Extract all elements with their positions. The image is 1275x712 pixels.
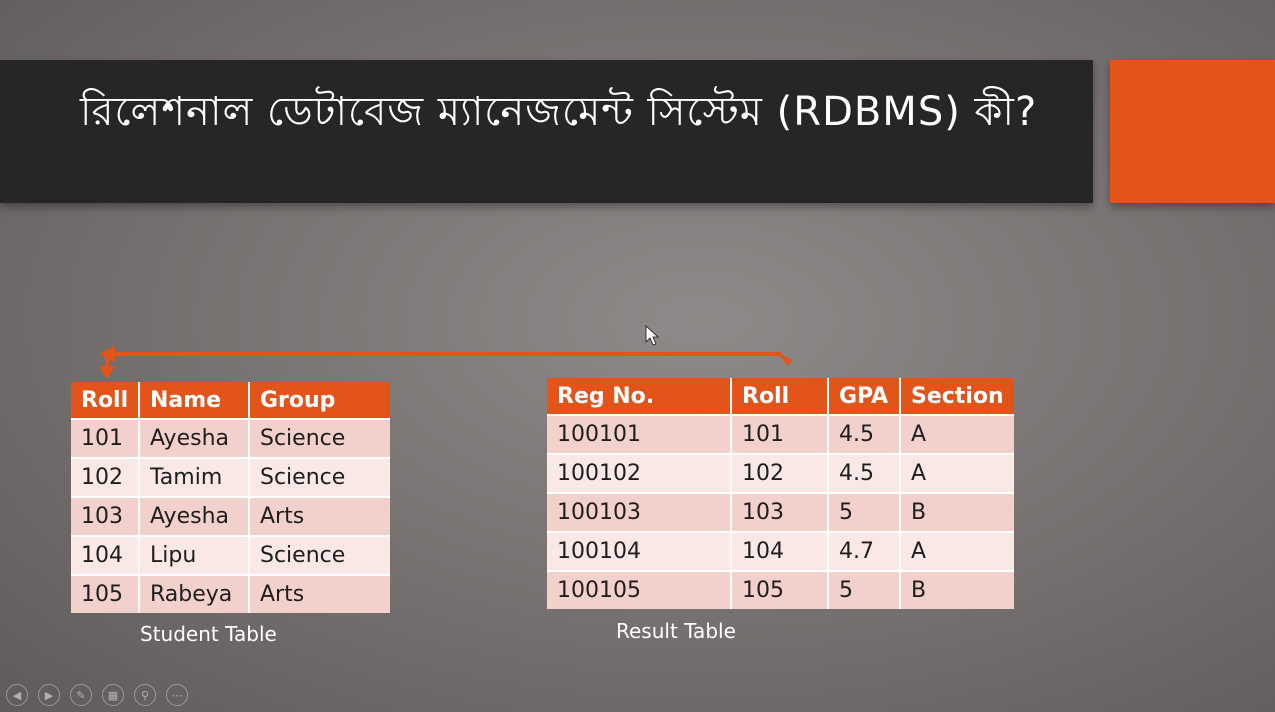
relation-arrowhead-right — [776, 352, 792, 366]
result-table — [547, 378, 1014, 609]
header-cell: Group — [249, 382, 390, 419]
zoom-icon[interactable]: ⚲ — [134, 684, 156, 706]
table-cell: 100102 — [547, 454, 731, 493]
table-row — [71, 419, 390, 458]
table-cell: Ayesha — [139, 497, 249, 536]
table-row — [547, 454, 1014, 493]
table-cell: 102 — [71, 458, 139, 497]
table-row — [547, 415, 1014, 454]
header-cell: Name — [139, 382, 249, 419]
header-cell: Roll — [71, 382, 139, 419]
table-cell: Science — [249, 419, 390, 458]
table-cell: A — [900, 415, 1014, 454]
table-cell: Science — [249, 536, 390, 575]
table-cell: 104 — [731, 532, 828, 571]
table-cell: Arts — [249, 497, 390, 536]
relation-arrowhead-down — [99, 366, 115, 380]
header-cell: Roll — [731, 378, 828, 415]
mouse-cursor-icon — [646, 326, 658, 345]
table-cell: 104 — [71, 536, 139, 575]
table-cell: 5 — [828, 493, 900, 532]
table-cell: 100104 — [547, 532, 731, 571]
header-cell: Section — [900, 378, 1014, 415]
table-header-row — [547, 378, 1014, 415]
table-cell: 103 — [731, 493, 828, 532]
table-row — [71, 575, 390, 613]
slides-icon[interactable]: ▦ — [102, 684, 124, 706]
slideshow-controls — [6, 684, 188, 706]
table-cell: 5 — [828, 571, 900, 609]
table-cell: 101 — [71, 419, 139, 458]
previous-icon[interactable]: ◀ — [6, 684, 28, 706]
table-cell: A — [900, 532, 1014, 571]
table-cell: 100105 — [547, 571, 731, 609]
table-cell: Lipu — [139, 536, 249, 575]
table-row — [547, 493, 1014, 532]
table-cell: Tamim — [139, 458, 249, 497]
table-cell: Rabeya — [139, 575, 249, 613]
table-cell: 4.5 — [828, 415, 900, 454]
table-cell: 100101 — [547, 415, 731, 454]
table-row — [547, 532, 1014, 571]
more-icon[interactable]: ⋯ — [166, 684, 188, 706]
table-cell: 4.7 — [828, 532, 900, 571]
slide-title: রিলেশনাল ডেটাবেজ ম্যানেজমেন্ট সিস্টেম (RDBMS) কী? — [80, 89, 1038, 135]
table-cell: 103 — [71, 497, 139, 536]
pen-icon[interactable]: ✎ — [70, 684, 92, 706]
table-cell: B — [900, 571, 1014, 609]
table-row — [71, 536, 390, 575]
table-cell: 4.5 — [828, 454, 900, 493]
table-cell: B — [900, 493, 1014, 532]
table-header-row — [71, 382, 390, 419]
table-cell: Ayesha — [139, 419, 249, 458]
table-cell: 100103 — [547, 493, 731, 532]
result-table-caption: Result Table — [616, 619, 736, 643]
next-icon[interactable]: ▶ — [38, 684, 60, 706]
table-cell: Arts — [249, 575, 390, 613]
header-cell: Reg No. — [547, 378, 731, 415]
table-row — [547, 571, 1014, 609]
table-cell: 105 — [71, 575, 139, 613]
header-cell: GPA — [828, 378, 900, 415]
table-cell: A — [900, 454, 1014, 493]
table-row — [71, 497, 390, 536]
student-table — [71, 382, 390, 613]
table-cell: 105 — [731, 571, 828, 609]
table-cell: 102 — [731, 454, 828, 493]
table-cell: Science — [249, 458, 390, 497]
student-table-caption: Student Table — [140, 622, 277, 646]
table-cell: 101 — [731, 415, 828, 454]
table-row — [71, 458, 390, 497]
